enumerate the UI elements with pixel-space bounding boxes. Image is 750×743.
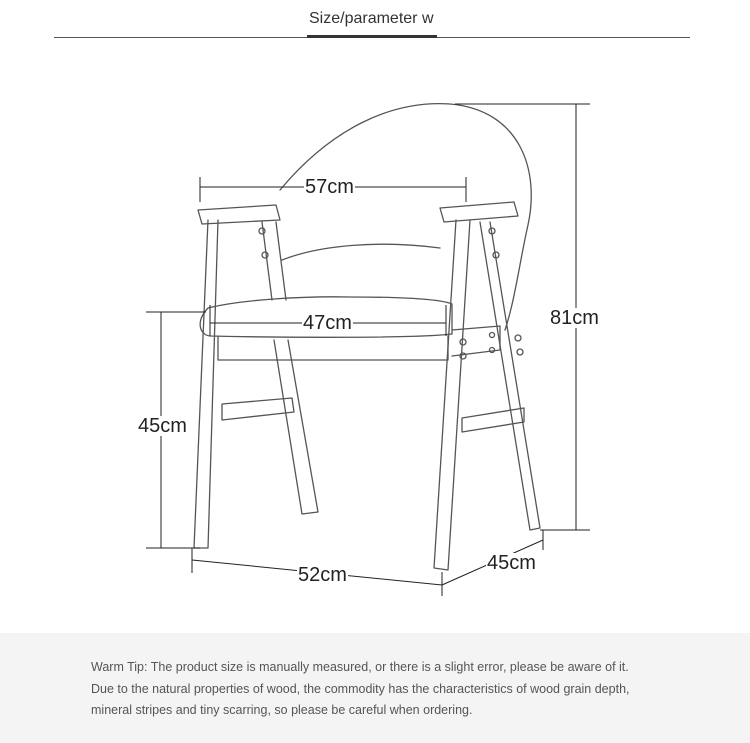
base-width-label: 52cm: [298, 564, 347, 586]
total-height-label: 81cm: [550, 307, 599, 329]
backrest-outline: [280, 104, 531, 330]
front-leg-left: [194, 220, 218, 548]
section-title: Size/parameter w: [309, 10, 434, 27]
stretcher-left: [222, 398, 294, 420]
back-leg-right: [480, 222, 540, 530]
armrest-width-label: 57cm: [305, 176, 354, 198]
warm-tip-panel: [0, 633, 750, 743]
header-accent-bar: [307, 35, 437, 38]
armrest-right: [440, 202, 518, 222]
front-leg-right: [434, 220, 470, 570]
seat-width-label: 47cm: [303, 312, 352, 334]
page-header: [0, 0, 750, 40]
seat-frame: [218, 336, 448, 360]
seat-height-label: 45cm: [138, 415, 187, 437]
base-depth-label: 45cm: [487, 552, 536, 574]
warm-tip-text: Warm Tip: The product size is manually measured, or there is a slight error, please be aware of it. Due to the natural properties of wood, the commodity has the characteristics of wood grain depth, mineral stripes and tiny scarring, so please be careful when ordering.: [91, 660, 630, 717]
back-leg-left: [262, 222, 286, 300]
chair-dimension-diagram: [0, 40, 750, 630]
backrest-inner: [282, 244, 440, 260]
stretcher-right: [462, 408, 524, 432]
armrest-left: [198, 205, 280, 224]
